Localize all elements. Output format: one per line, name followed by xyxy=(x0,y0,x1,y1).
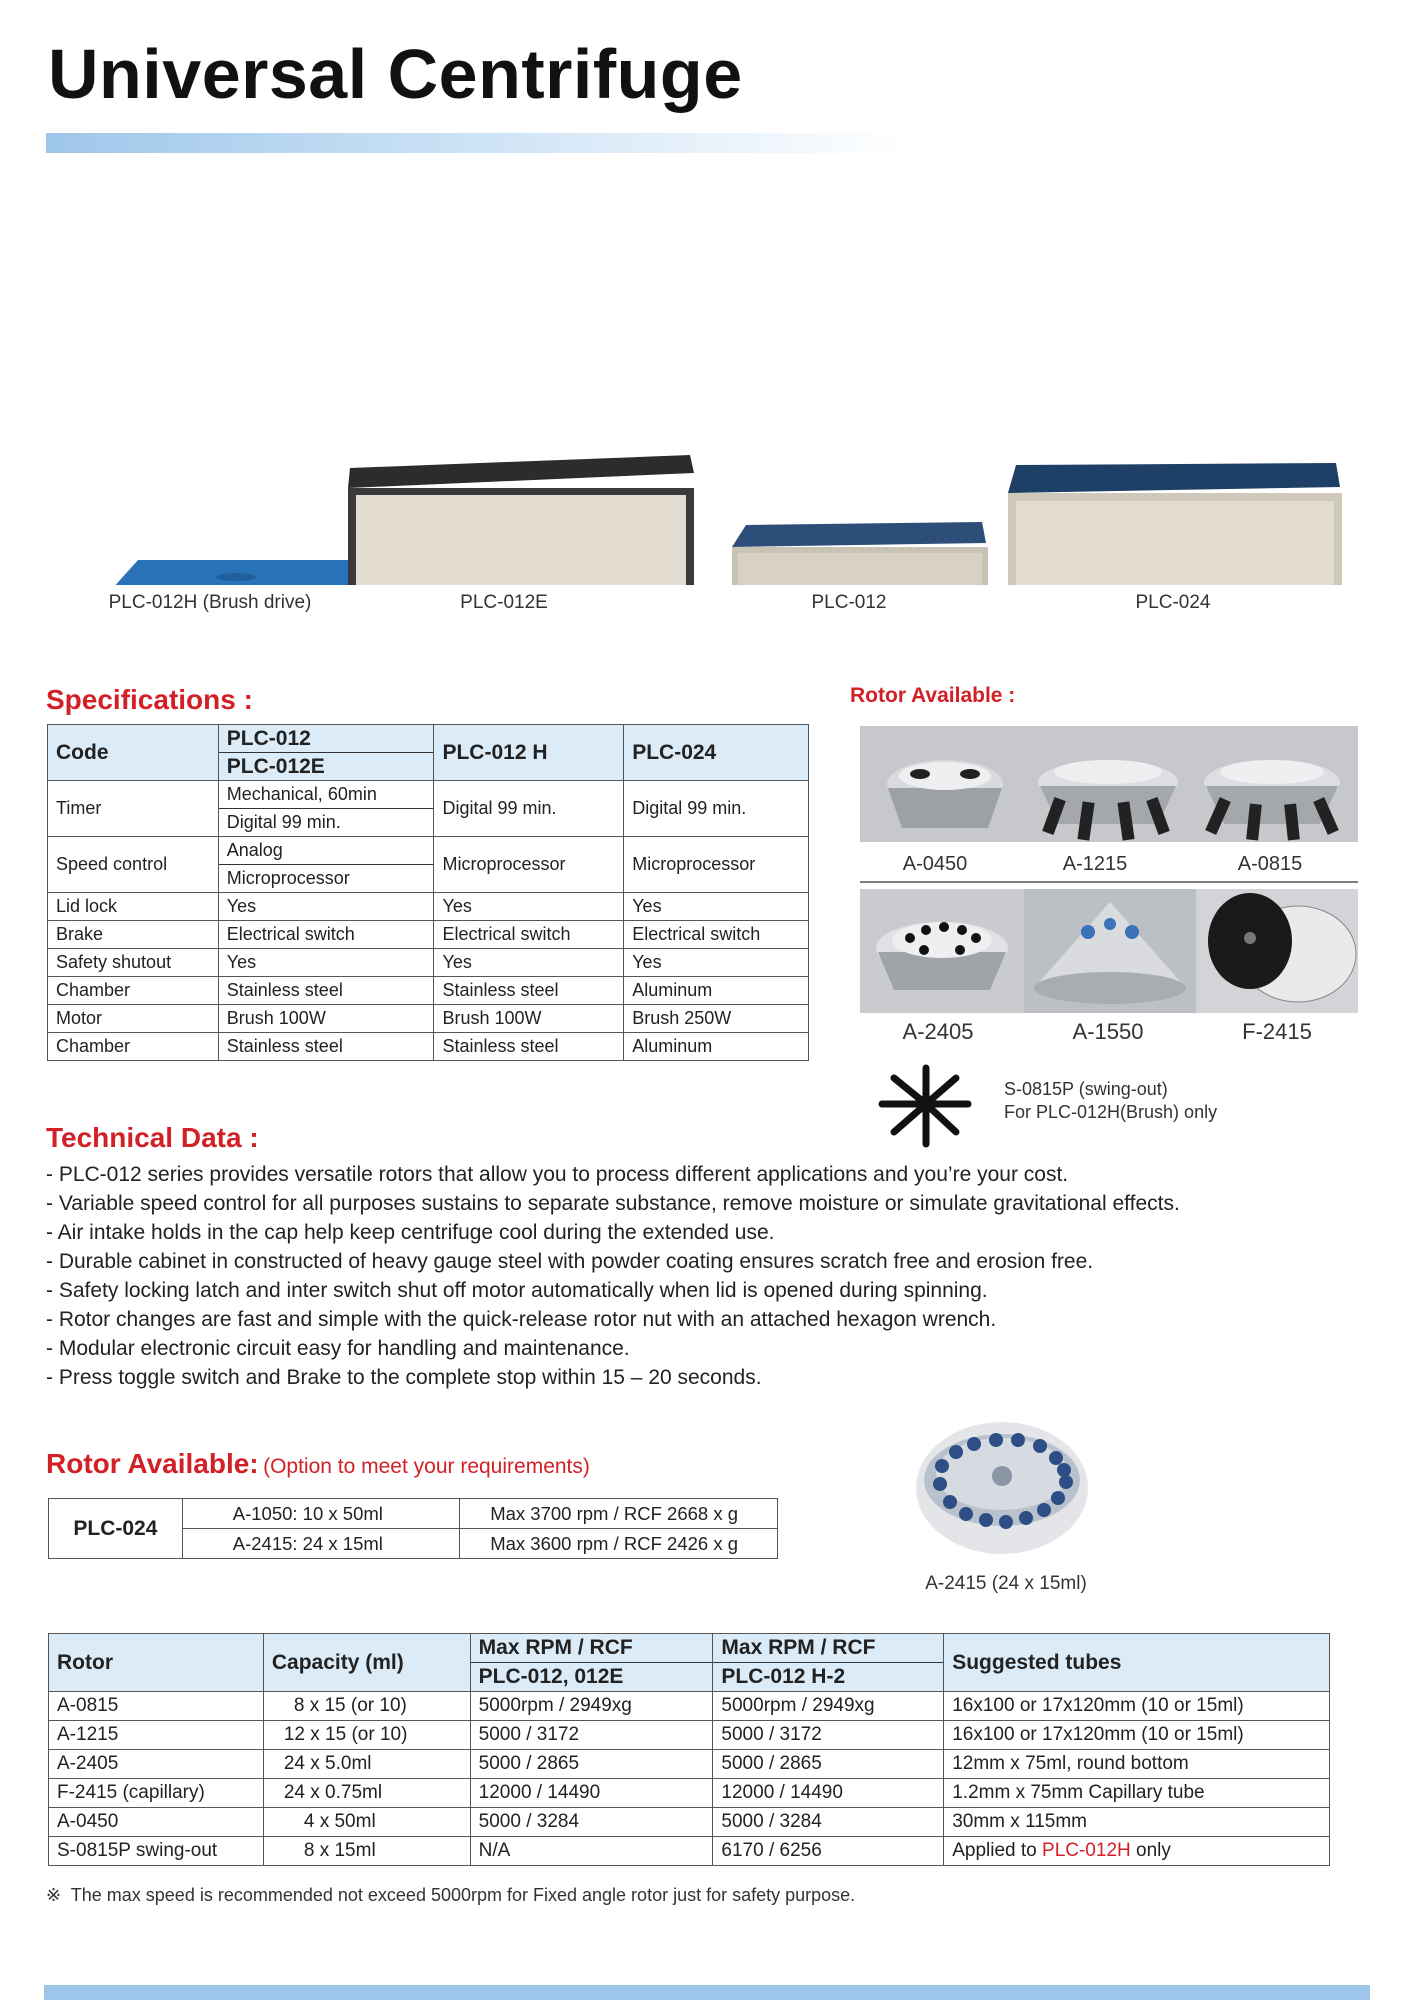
specifications-table xyxy=(47,724,809,1061)
product-caption-plc-024: PLC-024 xyxy=(1135,592,1211,613)
rpm2-cell: 5000 / 2865 xyxy=(713,1750,944,1779)
rotor-table-header-rpm2-top: Max RPM / RCF xyxy=(721,1636,876,1659)
tubes-cell: 1.2mm x 75mm Capillary tube xyxy=(944,1779,1330,1808)
rotor-table-header-rpm2-bottom: PLC-012 H-2 xyxy=(713,1662,943,1691)
technical-item: - Press toggle switch and Brake to the complete stop within 15 – 20 seconds. xyxy=(46,1366,762,1389)
spec-value: Digital 99 min. xyxy=(624,781,809,837)
tubes-cell: 16x100 or 17x120mm (10 or 15ml) xyxy=(944,1692,1330,1721)
tubes-suffix: only xyxy=(1130,1840,1171,1861)
spec-row-brake xyxy=(48,921,809,949)
rotor-option-spec: Max 3700 rpm / RCF 2668 x g xyxy=(460,1499,778,1529)
footnote: ※ The max speed is recommended not exceed 5000rpm for Fixed angle rotor just for safety purpose. xyxy=(46,1885,856,1905)
product-image-plc-012e xyxy=(348,455,694,585)
rpm2-cell: 6170 / 6256 xyxy=(713,1837,944,1866)
spec-cell-split xyxy=(218,781,434,837)
rotor-table-row xyxy=(49,1750,1330,1779)
spec-value: Brush 100W xyxy=(434,1005,624,1033)
rotor-cell: S-0815P swing-out xyxy=(49,1837,264,1866)
spec-row-safety-shutout xyxy=(48,949,809,977)
rotor-cell: F-2415 (capillary) xyxy=(49,1779,264,1808)
spec-header-code: Code xyxy=(48,725,219,781)
spec-value: Yes xyxy=(624,949,809,977)
tubes-cell: 12mm x 75ml, round bottom xyxy=(944,1750,1330,1779)
spec-header-plc-012 xyxy=(218,725,434,781)
rotor-table-row xyxy=(49,1721,1330,1750)
rpm2-cell: 5000rpm / 2949xg xyxy=(713,1692,944,1721)
product-photos xyxy=(40,225,1370,585)
spec-row-chamber-2 xyxy=(48,1033,809,1061)
rpm1-cell: 5000rpm / 2949xg xyxy=(470,1692,713,1721)
technical-item: - Durable cabinet in constructed of heavy gauge steel with powder coating ensures scratch free and erosion free. xyxy=(46,1250,1094,1273)
technical-item: - Variable speed control for all purposes sustains to separate substance, remove moisture or simulate gravitational effects. xyxy=(46,1192,1180,1215)
tubes-prefix: Applied to xyxy=(952,1840,1043,1861)
rpm1-cell: 5000 / 3172 xyxy=(470,1721,713,1750)
product-image-plc-012h xyxy=(86,560,376,585)
rotor-table-header-rpm1-top: Max RPM / RCF xyxy=(478,1636,633,1659)
spec-value: Electrical switch xyxy=(434,921,624,949)
spec-label: Brake xyxy=(48,921,219,949)
rpm2-cell: 12000 / 14490 xyxy=(713,1779,944,1808)
rpm1-cell: 12000 / 14490 xyxy=(470,1779,713,1808)
spec-value: Aluminum xyxy=(624,977,809,1005)
swing-out-caption-line1: S-0815P (swing-out) xyxy=(1004,1079,1168,1099)
spec-value: Microprocessor xyxy=(624,837,809,893)
product-caption-plc-012e: PLC-012E xyxy=(460,592,548,613)
spec-cell-split xyxy=(218,837,434,893)
spec-value: Microprocessor xyxy=(434,837,624,893)
rotor-option-model: PLC-024 xyxy=(49,1499,183,1559)
product-caption-plc-012h: PLC-012H (Brush drive) xyxy=(108,592,312,613)
product-image-plc-012 xyxy=(732,522,988,585)
rotor-table-row xyxy=(49,1808,1330,1837)
spec-header-plc-012h: PLC-012 H xyxy=(434,725,624,781)
rotor-option-row xyxy=(49,1499,778,1529)
spec-value: Mechanical, 60min xyxy=(226,784,377,804)
capacity-cell: 8 x 15 (or 10) xyxy=(263,1692,470,1721)
rotor-table-header-capacity: Capacity (ml) xyxy=(263,1634,470,1692)
rpm1-cell: 5000 / 3284 xyxy=(470,1808,713,1837)
rotor-option-heading-row xyxy=(46,1448,590,1480)
rotor-table-header-rpm1-bottom: PLC-012, 012E xyxy=(471,1662,713,1691)
spec-value: Brush 250W xyxy=(624,1005,809,1033)
spec-value: Stainless steel xyxy=(218,977,434,1005)
spec-label: Motor xyxy=(48,1005,219,1033)
rotor-option-heading: Rotor Available: xyxy=(46,1448,259,1479)
rotor-option-spec: Max 3600 rpm / RCF 2426 x g xyxy=(460,1529,778,1559)
tubes-cell xyxy=(944,1837,1330,1866)
tubes-cell: 30mm x 115mm xyxy=(944,1808,1330,1837)
spec-row-lid-lock xyxy=(48,893,809,921)
rotor-table-header xyxy=(49,1634,1330,1692)
spec-value: Brush 100W xyxy=(218,1005,434,1033)
rotor-option-table xyxy=(48,1498,778,1559)
rotor-table-header-rotor: Rotor xyxy=(49,1634,264,1692)
spec-value: Digital 99 min. xyxy=(434,781,624,837)
rotor-image-a-0450 xyxy=(887,760,1003,828)
technical-item: - Air intake holds in the cap help keep centrifuge cool during the extended use. xyxy=(46,1221,775,1244)
swing-out-rotor-image xyxy=(868,1060,988,1150)
capacity-cell: 12 x 15 (or 10) xyxy=(263,1721,470,1750)
tubes-highlight: PLC-012H xyxy=(1042,1840,1131,1861)
swing-out-caption xyxy=(1004,1078,1217,1124)
technical-item: - Rotor changes are fast and simple with the quick-release rotor nut with an attached hexagon wrench. xyxy=(46,1308,997,1331)
spec-row-speed-control xyxy=(48,837,809,893)
rotor-image-a-2415 xyxy=(906,1410,1096,1560)
specifications-heading: Specifications : xyxy=(46,684,253,715)
spec-label: Speed control xyxy=(48,837,219,893)
spec-label: Timer xyxy=(48,781,219,837)
rotor-caption-a-2415: A-2415 (24 x 15ml) xyxy=(925,1573,1087,1594)
spec-value: Yes xyxy=(624,893,809,921)
spec-value: Stainless steel xyxy=(434,1033,624,1061)
page-title: Universal Centrifuge xyxy=(48,35,743,113)
rotor-caption-a-0450: A-0450 xyxy=(902,853,968,875)
rotor-table-row xyxy=(49,1837,1330,1866)
rotor-image-a-2405 xyxy=(876,922,1008,990)
product-caption-plc-012: PLC-012 xyxy=(811,592,887,613)
rotor-gallery-heading: Rotor Available : xyxy=(850,684,1016,707)
rotor-cell: A-0815 xyxy=(49,1692,264,1721)
swing-out-caption-line2: For PLC-012H(Brush) only xyxy=(1004,1102,1218,1122)
rotor-compatibility-table xyxy=(48,1633,1330,1866)
rotor-cell: A-0450 xyxy=(49,1808,264,1837)
spec-header-row xyxy=(48,725,809,781)
technical-item: - PLC-012 series provides versatile rotors that allow you to process different applications and you’re your cost. xyxy=(46,1163,1069,1186)
spec-value: Yes xyxy=(218,949,434,977)
spec-value: Yes xyxy=(218,893,434,921)
rotor-cell: A-2405 xyxy=(49,1750,264,1779)
tubes-cell: 16x100 or 17x120mm (10 or 15ml) xyxy=(944,1721,1330,1750)
rotor-table-header-rpm1 xyxy=(470,1634,713,1692)
spec-value: Electrical switch xyxy=(218,921,434,949)
rotor-caption-a-2405: A-2405 xyxy=(902,1019,974,1044)
capacity-cell: 8 x 15ml xyxy=(263,1837,470,1866)
spec-row-chamber xyxy=(48,977,809,1005)
rotor-option-subheading: (Option to meet your requirements) xyxy=(263,1455,590,1478)
spec-value: Digital 99 min. xyxy=(219,808,434,836)
spec-value: Analog xyxy=(226,840,283,860)
product-image-plc-024 xyxy=(1008,463,1342,585)
spec-header-plc-012-top: PLC-012 xyxy=(226,727,311,750)
rotor-table-row xyxy=(49,1779,1330,1808)
spec-value: Aluminum xyxy=(624,1033,809,1061)
spec-header-plc-024: PLC-024 xyxy=(624,725,809,781)
title-underline-bar xyxy=(46,133,906,153)
footer-bar xyxy=(44,1985,1370,2000)
technical-item: - Safety locking latch and inter switch shut off motor automatically when lid is opened during spinning. xyxy=(46,1279,988,1302)
capacity-cell: 4 x 50ml xyxy=(263,1808,470,1837)
spec-value: Stainless steel xyxy=(218,1033,434,1061)
spec-value: Yes xyxy=(434,893,624,921)
spec-value: Yes xyxy=(434,949,624,977)
rotor-table-header-rpm2 xyxy=(713,1634,944,1692)
rotor-cell: A-1215 xyxy=(49,1721,264,1750)
rotor-caption-f-2415: F-2415 xyxy=(1242,1019,1312,1044)
spec-label: Safety shutout xyxy=(48,949,219,977)
rotor-table-row xyxy=(49,1692,1330,1721)
capacity-cell: 24 x 5.0ml xyxy=(263,1750,470,1779)
spec-row-timer xyxy=(48,781,809,837)
technical-data-heading: Technical Data : xyxy=(46,1122,259,1153)
rpm2-cell: 5000 / 3172 xyxy=(713,1721,944,1750)
spec-value: Microprocessor xyxy=(219,864,434,892)
rotor-table-header-tubes: Suggested tubes xyxy=(944,1634,1330,1692)
spec-value: Stainless steel xyxy=(434,977,624,1005)
spec-value: Electrical switch xyxy=(624,921,809,949)
rotor-caption-a-1215: A-1215 xyxy=(1062,853,1128,875)
spec-row-motor xyxy=(48,1005,809,1033)
rpm2-cell: 5000 / 3284 xyxy=(713,1808,944,1837)
rpm1-cell: N/A xyxy=(470,1837,713,1866)
spec-label: Lid lock xyxy=(48,893,219,921)
spec-label: Chamber xyxy=(48,977,219,1005)
rpm1-cell: 5000 / 2865 xyxy=(470,1750,713,1779)
capacity-cell: 24 x 0.75ml xyxy=(263,1779,470,1808)
technical-item: - Modular electronic circuit easy for handling and maintenance. xyxy=(46,1337,630,1360)
rotor-option-rotor: A-1050: 10 x 50ml xyxy=(182,1499,459,1529)
rotor-option-rotor: A-2415: 24 x 15ml xyxy=(182,1529,459,1559)
technical-data-list xyxy=(46,1160,1376,1392)
spec-header-plc-012e: PLC-012E xyxy=(219,752,434,780)
rotor-caption-a-0815: A-0815 xyxy=(1237,853,1303,875)
spec-label: Chamber xyxy=(48,1033,219,1061)
rotor-caption-a-1550: A-1550 xyxy=(1072,1019,1144,1044)
